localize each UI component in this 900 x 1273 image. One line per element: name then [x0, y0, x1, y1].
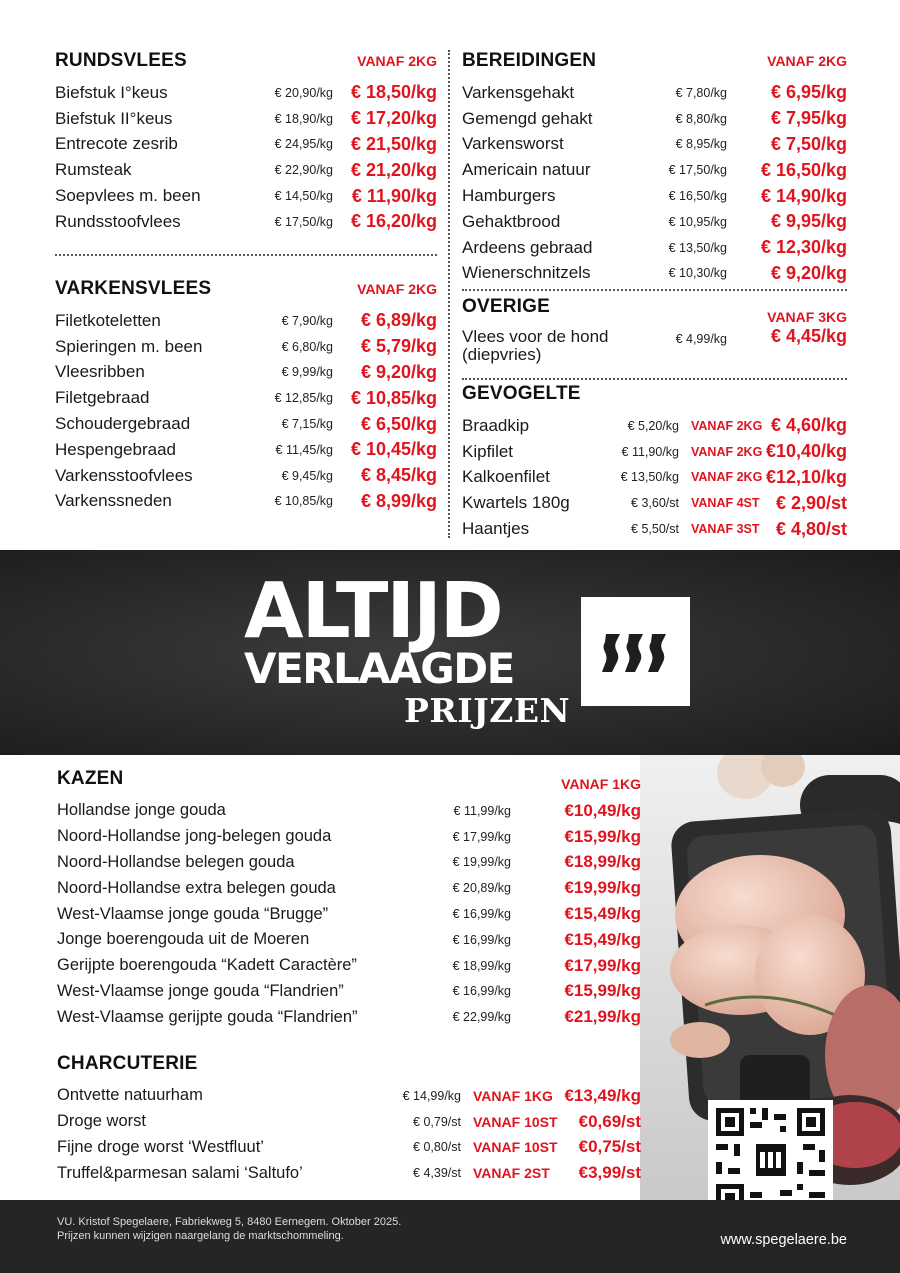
product-name: Ardeens gebraad: [462, 237, 593, 257]
product-name: Rundsstoofvlees: [55, 211, 181, 231]
product-name: Gehaktbrood: [462, 211, 561, 231]
price-row: [462, 516, 847, 542]
product-name-line1: Vlees voor de hond: [462, 327, 609, 346]
discount-price: € 9,20/kg: [360, 361, 437, 382]
product-name: Braadkip: [462, 415, 530, 435]
min-quantity: VANAF 2KG: [691, 444, 763, 459]
section-title: BEREIDINGEN: [462, 50, 597, 71]
discount-price: €0,69/st: [578, 1111, 641, 1131]
price-row: [55, 80, 437, 106]
regular-price: € 20,90/kg: [274, 85, 333, 100]
discount-price: € 16,50/kg: [760, 159, 847, 180]
discount-price: € 9,20/kg: [770, 262, 847, 283]
discount-price: € 11,90/kg: [351, 185, 437, 206]
product-name: Biefstuk II°keus: [55, 108, 173, 128]
section-gevogelte: [462, 383, 847, 542]
regular-price: € 10,85/kg: [274, 494, 333, 509]
section-title: KAZEN: [57, 768, 124, 789]
product-name: Droge worst: [57, 1112, 146, 1131]
product-name-line2: (diepvries): [462, 345, 542, 364]
min-quantity: VANAF 1KG: [473, 1087, 553, 1104]
regular-price: € 20,89/kg: [452, 881, 511, 896]
discount-price: €13,49/kg: [564, 1085, 641, 1105]
price-row: [462, 261, 847, 287]
min-quantity: VANAF 10ST: [473, 1139, 558, 1156]
regular-price: € 16,50/kg: [668, 189, 727, 204]
min-quantity-badge: VANAF 2KG: [357, 281, 437, 297]
price-row: [55, 183, 437, 209]
price-row: [55, 437, 437, 463]
regular-price: € 7,80/kg: [675, 85, 727, 100]
product-name: [462, 328, 647, 364]
price-row: [462, 209, 847, 235]
regular-price: € 22,99/kg: [452, 1010, 511, 1025]
product-name: Varkenssneden: [55, 491, 172, 511]
section-charcuterie: [57, 1053, 641, 1186]
product-name: Jonge boerengouda uit de Moeren: [57, 930, 310, 949]
product-name: Noord-Hollandse jong-belegen gouda: [57, 827, 332, 846]
discount-price: € 17,20/kg: [350, 108, 437, 129]
price-row: [57, 1004, 641, 1030]
product-name: Entrecote zesrib: [55, 134, 178, 154]
regular-price: € 22,90/kg: [274, 163, 333, 178]
regular-price: € 5,20/kg: [627, 418, 679, 433]
discount-price: € 21,20/kg: [350, 159, 437, 180]
product-name: Fijne droge worst ‘Westfluut’: [57, 1137, 264, 1156]
discount-price: €3,99/st: [578, 1163, 641, 1183]
price-row: [55, 132, 437, 158]
banner-subheadline: VERLAAGDE: [244, 644, 514, 693]
discount-price: €10,49/kg: [564, 800, 641, 820]
price-row: [57, 824, 641, 850]
section-title: GEVOGELTE: [462, 383, 581, 404]
price-row: [462, 490, 847, 516]
product-name: Haantjes: [462, 519, 530, 539]
promo-banner: [0, 550, 900, 755]
product-name: Hamburgers: [462, 186, 556, 206]
divider: [462, 378, 847, 380]
product-name: Rumsteak: [55, 160, 132, 180]
product-name: Ontvette natuurham: [57, 1086, 203, 1105]
section-kazen: [57, 768, 641, 1030]
discount-price: € 18,50/kg: [350, 82, 437, 103]
regular-price: € 7,15/kg: [281, 417, 333, 432]
discount-price: € 12,30/kg: [760, 237, 847, 258]
price-row: [462, 465, 847, 491]
discount-price: €15,99/kg: [564, 826, 641, 846]
sss-logo-icon: [581, 597, 690, 706]
product-name: Vleesribben: [55, 362, 145, 382]
discount-price: € 4,60/kg: [770, 415, 847, 436]
price-row: [55, 385, 437, 411]
regular-price: € 11,99/kg: [453, 803, 511, 818]
banner-headline: ALTIJD: [244, 567, 502, 656]
product-name: Soepvlees m. been: [55, 186, 201, 206]
price-row: [462, 183, 847, 209]
regular-price: € 4,39/st: [413, 1166, 461, 1181]
section-title: OVERIGE: [462, 296, 550, 317]
discount-price: € 4,45/kg: [770, 326, 847, 346]
price-row: [55, 411, 437, 437]
product-name: Noord-Hollandse belegen gouda: [57, 852, 295, 871]
price-row: [57, 1109, 641, 1135]
price-row: [462, 413, 847, 439]
price-row: [57, 927, 641, 953]
regular-price: € 6,80/kg: [281, 339, 333, 354]
min-quantity-badge: VANAF 2KG: [357, 53, 437, 69]
discount-price: €18,99/kg: [564, 852, 641, 872]
regular-price: € 10,95/kg: [668, 214, 727, 229]
section-varkensvlees: [55, 278, 437, 514]
price-row: [462, 439, 847, 465]
discount-price: € 7,50/kg: [770, 133, 847, 154]
discount-price: € 21,50/kg: [350, 133, 437, 154]
price-row: [462, 132, 847, 158]
product-name: Gemengd gehakt: [462, 108, 593, 128]
price-row: [55, 489, 437, 515]
regular-price: € 17,50/kg: [274, 214, 333, 229]
regular-price: € 19,99/kg: [452, 855, 511, 870]
discount-price: € 10,85/kg: [350, 387, 437, 408]
discount-price: € 6,89/kg: [360, 310, 437, 331]
price-row: [462, 106, 847, 132]
regular-price: € 18,99/kg: [452, 958, 511, 973]
discount-price: € 6,95/kg: [770, 82, 847, 103]
discount-price: €10,40/kg: [765, 441, 847, 462]
price-row: [57, 979, 641, 1005]
regular-price: € 13,50/kg: [620, 470, 679, 485]
banner-tagline: PRIJZEN: [404, 691, 571, 730]
regular-price: € 13,50/kg: [668, 240, 727, 255]
min-quantity: VANAF 2KG: [691, 470, 763, 485]
price-row: [55, 157, 437, 183]
regular-price: € 12,85/kg: [274, 391, 333, 406]
product-name: Schoudergebraad: [55, 414, 191, 434]
regular-price: € 11,90/kg: [621, 444, 679, 459]
regular-price: € 18,90/kg: [274, 111, 333, 126]
website-link[interactable]: www.spegelaere.be: [720, 1232, 847, 1248]
discount-price: €21,99/kg: [564, 1007, 641, 1027]
price-row: [57, 798, 641, 824]
product-name: Kwartels 180g: [462, 493, 570, 513]
min-quantity: VANAF 10ST: [473, 1113, 558, 1130]
price-row: [55, 308, 437, 334]
price-row: [57, 1135, 641, 1161]
discount-price: € 7,95/kg: [770, 108, 847, 129]
discount-price: € 4,80/st: [775, 518, 847, 539]
divider: [462, 289, 847, 291]
section-rundsvlees: [55, 50, 437, 235]
product-name: Noord-Hollandse extra belegen gouda: [57, 878, 336, 897]
regular-price: € 7,90/kg: [281, 313, 333, 328]
discount-price: €12,10/kg: [765, 466, 847, 487]
price-row: [462, 326, 847, 366]
regular-price: € 24,95/kg: [274, 137, 333, 152]
product-name: Varkensstoofvlees: [55, 465, 193, 485]
price-row: [57, 850, 641, 876]
product-name: Americain natuur: [462, 160, 591, 180]
product-name: Truffel&parmesan salami ‘Saltufo’: [57, 1163, 303, 1182]
price-row: [462, 235, 847, 261]
section-title: CHARCUTERIE: [57, 1053, 198, 1074]
price-row: [55, 334, 437, 360]
product-name: Hollandse jonge gouda: [57, 801, 226, 820]
discount-price: € 5,79/kg: [360, 336, 437, 357]
regular-price: € 9,99/kg: [281, 365, 333, 380]
discount-price: € 10,45/kg: [350, 439, 437, 460]
divider: [55, 254, 437, 256]
regular-price: € 16,99/kg: [452, 907, 511, 922]
product-name: Spieringen m. been: [55, 336, 203, 356]
regular-price: € 0,79/st: [413, 1114, 461, 1129]
product-name: Filetgebraad: [55, 388, 150, 408]
min-quantity: VANAF 2ST: [473, 1165, 550, 1182]
section-title: RUNDSVLEES: [55, 50, 187, 71]
product-name: Filetkoteletten: [55, 310, 161, 330]
section-overige: [462, 296, 847, 366]
product-name: West-Vlaamse gerijpte gouda “Flandrien”: [57, 1007, 358, 1026]
min-quantity: VANAF 3ST: [691, 522, 760, 537]
price-row: [57, 901, 641, 927]
regular-price: € 9,45/kg: [281, 468, 333, 483]
discount-price: € 16,20/kg: [350, 211, 437, 232]
regular-price: € 5,50/st: [631, 522, 679, 537]
regular-price: € 16,99/kg: [452, 932, 511, 947]
price-row: [57, 875, 641, 901]
min-quantity-badge: VANAF 3KG: [767, 309, 847, 325]
price-row: [55, 209, 437, 235]
discount-price: €15,99/kg: [564, 981, 641, 1001]
price-row: [57, 1160, 641, 1186]
discount-price: €15,49/kg: [564, 904, 641, 924]
regular-price: € 17,99/kg: [452, 829, 511, 844]
regular-price: € 11,45/kg: [275, 442, 333, 457]
section-bereidingen: [462, 50, 847, 286]
discount-price: € 8,45/kg: [360, 465, 437, 486]
section-title: VARKENSVLEES: [55, 278, 212, 299]
product-name: Varkensworst: [462, 134, 564, 154]
price-row: [55, 360, 437, 386]
discount-price: €17,99/kg: [564, 955, 641, 975]
regular-price: € 16,99/kg: [452, 984, 511, 999]
product-name: Wienerschnitzels: [462, 263, 591, 283]
price-row: [55, 106, 437, 132]
price-row: [57, 1083, 641, 1109]
discount-price: €0,75/st: [578, 1137, 641, 1157]
discount-price: € 14,90/kg: [760, 185, 847, 206]
discount-price: €19,99/kg: [564, 878, 641, 898]
product-name: Biefstuk I°keus: [55, 82, 168, 102]
regular-price: € 14,50/kg: [274, 189, 333, 204]
discount-price: € 2,90/st: [775, 492, 847, 513]
column-divider: [448, 50, 450, 538]
discount-price: €15,49/kg: [564, 929, 641, 949]
discount-price: € 8,99/kg: [360, 490, 437, 511]
price-row: [55, 463, 437, 489]
min-quantity: VANAF 2KG: [691, 418, 763, 433]
min-quantity: VANAF 4ST: [691, 496, 760, 511]
price-disclaimer: Prijzen kunnen wijzigen naargelang de marktschommeling.: [57, 1230, 344, 1242]
min-quantity-badge: VANAF 2KG: [767, 53, 847, 69]
product-name: West-Vlaamse jonge gouda “Flandrien”: [57, 981, 344, 1000]
discount-price: € 6,50/kg: [360, 413, 437, 434]
product-name: Varkensgehakt: [462, 82, 575, 102]
price-row: [462, 157, 847, 183]
product-name: Hespengebraad: [55, 439, 176, 459]
price-row: [462, 80, 847, 106]
regular-price: € 0,80/st: [413, 1140, 461, 1155]
regular-price: € 8,80/kg: [675, 111, 727, 126]
regular-price: € 10,30/kg: [668, 266, 727, 281]
regular-price: € 14,99/kg: [402, 1088, 461, 1103]
product-name: Kipfilet: [462, 441, 514, 461]
product-name: West-Vlaamse jonge gouda “Brugge”: [57, 904, 329, 923]
regular-price: € 17,50/kg: [668, 163, 727, 178]
min-quantity-badge: VANAF 1KG: [561, 776, 641, 792]
product-name: Gerijpte boerengouda “Kadett Caractère”: [57, 956, 357, 975]
price-row: [57, 953, 641, 979]
product-name: Kalkoenfilet: [462, 467, 550, 487]
discount-price: € 9,95/kg: [770, 211, 847, 232]
regular-price: € 4,99/kg: [675, 332, 727, 346]
publisher-info: VU. Kristof Spegelaere, Fabriekweg 5, 8480 Eernegem. Oktober 2025.: [57, 1216, 402, 1228]
footer: [0, 1200, 900, 1273]
regular-price: € 8,95/kg: [675, 137, 727, 152]
regular-price: € 3,60/st: [631, 496, 679, 511]
